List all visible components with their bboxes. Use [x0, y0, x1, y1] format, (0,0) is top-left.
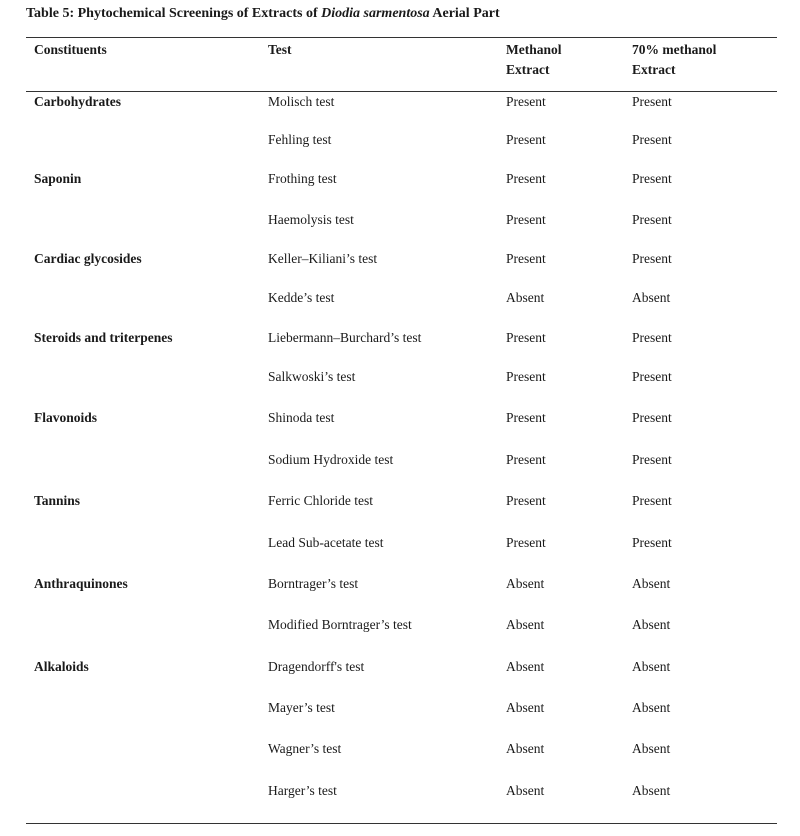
methanol-result-cell: Present [506, 212, 546, 227]
constituent-cell: Steroids and triterpenes [34, 330, 173, 345]
methanol70-result-cell: Absent [632, 576, 671, 591]
methanol70-result-cell: Present [632, 330, 672, 345]
header-70-methanol-line1: 70% methanol [632, 42, 717, 57]
caption-suffix: Aerial Part [429, 6, 500, 21]
test-cell: Liebermann–Burchard’s test [268, 330, 422, 345]
table-row [0, 450, 800, 470]
methanol70-result-cell: Present [632, 171, 672, 186]
methanol70-result-cell: Present [632, 535, 672, 550]
table-top-rule [26, 37, 777, 38]
methanol70-result-cell: Absent [632, 290, 671, 305]
methanol70-result-cell: Present [632, 132, 672, 147]
constituent-cell: Carbohydrates [34, 94, 121, 109]
methanol-result-cell: Present [506, 251, 546, 266]
test-cell: Fehling test [268, 132, 332, 147]
table-row [0, 408, 800, 428]
methanol-result-cell: Present [506, 452, 546, 467]
header-70-methanol-line2: Extract [632, 62, 676, 77]
methanol70-result-cell: Absent [632, 783, 671, 798]
caption-species: Diodia sarmentosa [321, 6, 430, 21]
header-methanol-line2: Extract [506, 62, 550, 77]
table-row [0, 491, 800, 511]
table-row [0, 92, 800, 112]
table-row [0, 130, 800, 150]
methanol70-result-cell: Absent [632, 617, 671, 632]
test-cell: Salkwoski’s test [268, 369, 356, 384]
table-row [0, 657, 800, 677]
header-test: Test [268, 42, 292, 57]
table-bottom-rule [26, 823, 777, 824]
table-row [0, 367, 800, 387]
table-row [0, 210, 800, 230]
test-cell: Borntrager’s test [268, 576, 359, 591]
methanol70-result-cell: Present [632, 410, 672, 425]
header-methanol-line1: Methanol [506, 42, 562, 57]
methanol70-result-cell: Absent [632, 659, 671, 674]
methanol-result-cell: Present [506, 171, 546, 186]
constituent-cell: Cardiac glycosides [34, 251, 142, 266]
test-cell: Keller–Kiliani’s test [268, 251, 378, 266]
methanol-result-cell: Absent [506, 741, 545, 756]
table-row [0, 288, 800, 308]
methanol-result-cell: Absent [506, 700, 545, 715]
test-cell: Sodium Hydroxide test [268, 452, 394, 467]
header-70-methanol-extract [632, 40, 716, 80]
methanol-result-cell: Absent [506, 783, 545, 798]
methanol-result-cell: Present [506, 493, 546, 508]
constituent-cell: Flavonoids [34, 410, 98, 425]
methanol70-result-cell: Present [632, 452, 672, 467]
test-cell: Shinoda test [268, 410, 335, 425]
constituent-cell: Anthraquinones [34, 576, 128, 591]
test-cell: Haemolysis test [268, 212, 354, 227]
test-cell: Wagner’s test [268, 741, 342, 756]
methanol-result-cell: Present [506, 369, 546, 384]
table-row [0, 739, 800, 759]
table-row [0, 328, 800, 348]
table-row [0, 169, 800, 189]
test-cell: Lead Sub-acetate test [268, 535, 384, 550]
header-methanol-extract [506, 40, 562, 80]
table-row [0, 781, 800, 801]
table-row [0, 698, 800, 718]
table-caption [26, 6, 500, 22]
methanol-result-cell: Present [506, 535, 546, 550]
methanol70-result-cell: Absent [632, 700, 671, 715]
methanol-result-cell: Present [506, 410, 546, 425]
methanol70-result-cell: Present [632, 369, 672, 384]
constituent-cell: Tannins [34, 493, 81, 508]
constituent-cell: Alkaloids [34, 659, 89, 674]
test-cell: Ferric Chloride test [268, 493, 373, 508]
methanol70-result-cell: Present [632, 251, 672, 266]
table-row [0, 615, 800, 635]
test-cell: Harger’s test [268, 783, 337, 798]
methanol70-result-cell: Present [632, 212, 672, 227]
test-cell: Kedde’s test [268, 290, 335, 305]
methanol-result-cell: Absent [506, 576, 545, 591]
methanol-result-cell: Present [506, 94, 546, 109]
methanol-result-cell: Present [506, 330, 546, 345]
table-row [0, 533, 800, 553]
methanol70-result-cell: Absent [632, 741, 671, 756]
test-cell: Molisch test [268, 94, 335, 109]
methanol-result-cell: Absent [506, 617, 545, 632]
methanol70-result-cell: Present [632, 94, 672, 109]
methanol70-result-cell: Present [632, 493, 672, 508]
test-cell: Modified Borntrager’s test [268, 617, 412, 632]
test-cell: Frothing test [268, 171, 337, 186]
caption-prefix: Table 5: Phytochemical Screenings of Extracts of [26, 6, 322, 21]
methanol-result-cell: Present [506, 132, 546, 147]
test-cell: Dragendorff's test [268, 659, 365, 674]
table-row [0, 249, 800, 269]
table-row [0, 574, 800, 594]
header-constituents: Constituents [34, 42, 107, 57]
test-cell: Mayer’s test [268, 700, 335, 715]
constituent-cell: Saponin [34, 171, 82, 186]
methanol-result-cell: Absent [506, 290, 545, 305]
methanol-result-cell: Absent [506, 659, 545, 674]
